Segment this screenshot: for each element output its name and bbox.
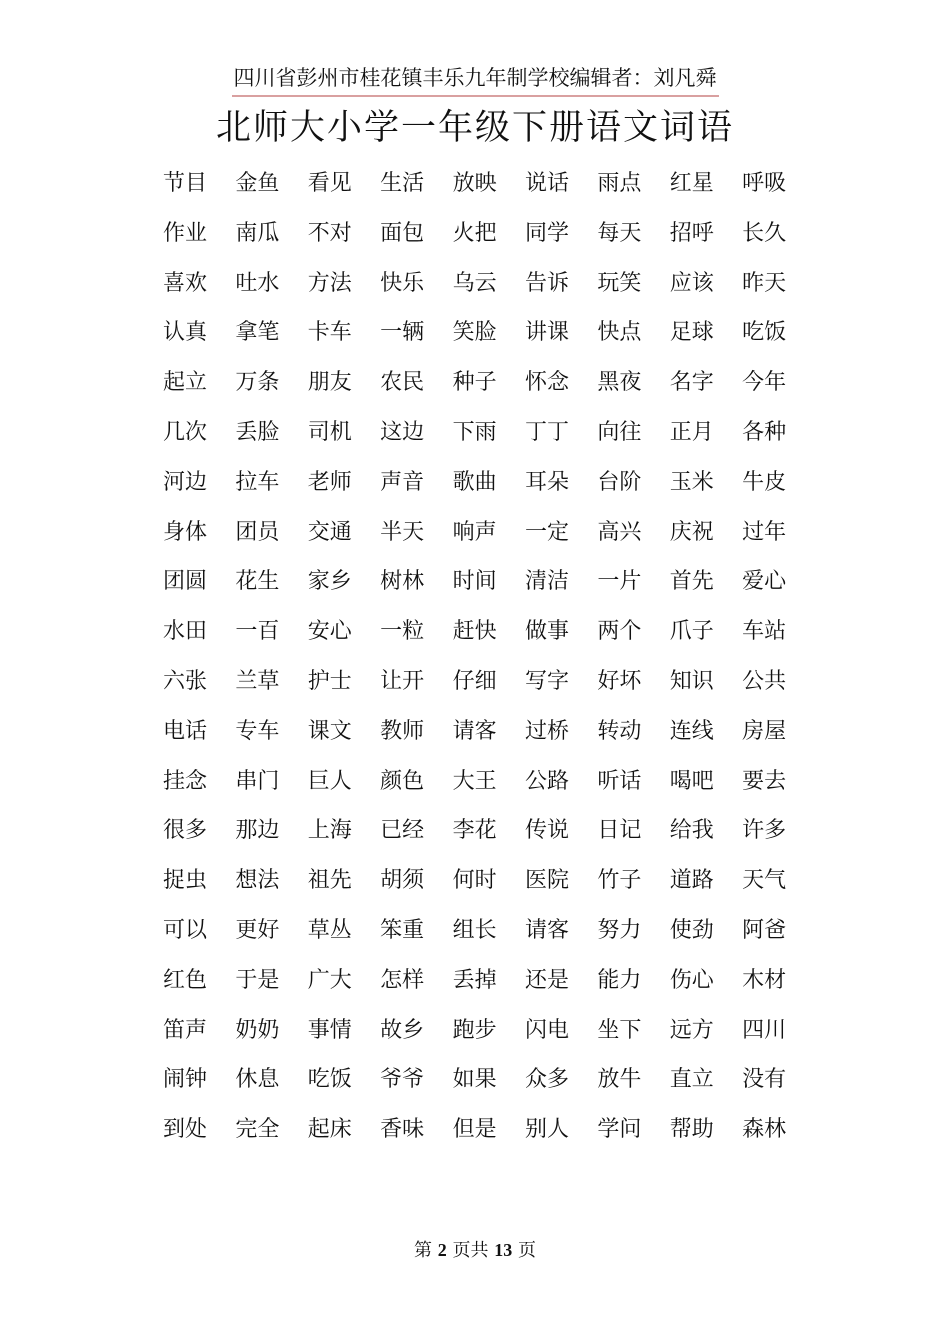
word-item: 众多 [524,1067,569,1093]
word-item: 给我 [669,818,714,844]
word-item: 首先 [669,569,714,595]
word-item: 车站 [742,619,787,645]
word-item: 奶奶 [235,1017,280,1043]
word-item: 吃饭 [307,1067,352,1093]
word-item: 节目 [163,171,208,196]
word-item: 下雨 [452,419,497,445]
word-item: 今年 [742,370,787,396]
word-item: 过年 [742,519,787,545]
word-item: 祖先 [307,868,352,894]
word-item: 休息 [235,1067,280,1093]
word-item: 司机 [307,419,352,445]
word-row [163,261,823,311]
word-item: 赶快 [452,619,497,645]
word-item: 请客 [452,718,497,744]
word-item: 卡车 [307,320,352,346]
word-item: 台阶 [597,469,642,495]
word-item: 竹子 [597,868,642,894]
word-item: 家乡 [307,569,352,595]
word-row [163,310,823,360]
word-item: 但是 [452,1117,497,1143]
word-item: 那边 [235,818,280,844]
word-item: 公路 [524,768,569,794]
word-item: 同学 [524,220,569,246]
word-item: 老师 [307,469,352,495]
word-item: 大王 [452,768,497,794]
word-item: 身体 [163,519,208,545]
word-row [163,360,823,410]
word-item: 捉虫 [163,868,208,894]
word-row [163,858,823,908]
word-item: 可以 [163,917,208,943]
word-item: 护士 [307,668,352,694]
word-item: 火把 [452,220,497,246]
word-item: 安心 [307,619,352,645]
word-item: 直立 [669,1067,714,1093]
word-item: 牛皮 [742,469,787,495]
word-item: 不对 [307,220,352,246]
word-item: 使劲 [669,917,714,943]
word-item: 丢脸 [235,419,280,445]
word-item: 事情 [307,1017,352,1043]
word-item: 专车 [235,718,280,744]
word-item: 响声 [452,519,497,545]
word-item: 喜欢 [163,270,208,296]
word-item: 玩笑 [597,270,642,296]
word-item: 医院 [524,868,569,894]
header-school-editor [0,64,950,97]
word-item: 草丛 [307,917,352,943]
word-item: 好坏 [597,668,642,694]
word-item: 木材 [742,967,787,993]
word-item: 快乐 [380,270,425,296]
page-footer [0,1238,950,1263]
word-item: 跑步 [452,1017,497,1043]
word-item: 连线 [669,718,714,744]
word-item: 帮助 [669,1117,714,1143]
word-item: 传说 [524,818,569,844]
word-item: 放映 [452,171,497,196]
word-item: 故乡 [380,1017,425,1043]
word-item: 李花 [452,818,497,844]
word-item: 坐下 [597,1017,642,1043]
word-row [163,510,823,560]
footer-middle: 页共 [452,1240,489,1261]
word-item: 组长 [452,917,497,943]
word-item: 水田 [163,619,208,645]
word-item: 歌曲 [452,469,497,495]
word-item: 每天 [597,220,642,246]
word-item: 万条 [235,370,280,396]
word-item: 讲课 [524,320,569,346]
word-item: 阿爸 [742,917,787,943]
word-row [163,460,823,510]
word-item: 种子 [452,370,497,396]
word-row [163,1057,823,1107]
word-row [163,1008,823,1058]
word-item: 别人 [524,1117,569,1143]
footer-prefix: 第 [414,1240,433,1261]
word-item: 让开 [380,668,425,694]
word-item: 快点 [597,320,642,346]
word-item: 天气 [742,868,787,894]
word-item: 兰草 [235,668,280,694]
word-item: 如果 [452,1067,497,1093]
word-item: 生活 [380,171,425,196]
word-item: 一百 [235,619,280,645]
word-item: 放牛 [597,1067,642,1093]
word-item: 做事 [524,619,569,645]
word-item: 教师 [380,718,425,744]
word-item: 作业 [163,220,208,246]
word-item: 黑夜 [597,370,642,396]
word-item: 正月 [669,419,714,445]
page-title: 北师大小学一年级下册语文词语 [215,108,734,148]
word-item: 声音 [380,469,425,495]
word-item: 一粒 [380,619,425,645]
word-row [163,659,823,709]
word-item: 电话 [163,718,208,744]
word-row [163,211,823,261]
word-item: 森林 [742,1117,787,1143]
word-item: 南瓜 [235,220,280,246]
word-item: 爱心 [742,569,787,595]
word-row [163,709,823,759]
word-item: 应该 [669,270,714,296]
word-item: 巨人 [307,768,352,794]
word-item: 昨天 [742,270,787,296]
word-item: 六张 [163,668,208,694]
word-item: 面包 [380,220,425,246]
word-item: 过桥 [524,718,569,744]
word-item: 日记 [597,818,642,844]
footer-page-number: 2 [437,1240,447,1260]
word-item: 乌云 [452,270,497,296]
word-item: 几次 [163,419,208,445]
word-item: 看见 [307,171,352,196]
word-item: 努力 [597,917,642,943]
footer-suffix: 页 [517,1240,536,1261]
word-item: 许多 [742,818,787,844]
word-item: 一片 [597,569,642,595]
word-item: 拿笔 [235,320,280,346]
word-item: 起立 [163,370,208,396]
word-item: 招呼 [669,220,714,246]
word-item: 团员 [235,519,280,545]
footer-total-pages: 13 [494,1240,513,1260]
word-item: 名字 [669,370,714,396]
word-item: 吃饭 [742,320,787,346]
word-item: 没有 [742,1067,787,1093]
word-item: 树林 [380,569,425,595]
word-item: 告诉 [524,270,569,296]
word-item: 四川 [742,1017,787,1043]
word-item: 爷爷 [380,1067,425,1093]
word-item: 远方 [669,1017,714,1043]
word-item: 房屋 [742,718,787,744]
word-row [163,1107,823,1157]
word-item: 笑脸 [452,320,497,346]
word-item: 两个 [597,619,642,645]
word-item: 时间 [452,569,497,595]
word-item: 听话 [597,768,642,794]
word-item: 红星 [669,171,714,196]
word-item: 怎样 [380,967,425,993]
word-row [163,958,823,1008]
word-item: 闪电 [524,1017,569,1043]
word-item: 公共 [742,668,787,694]
word-item: 长久 [742,220,787,246]
word-item: 红色 [163,967,208,993]
word-item: 道路 [669,868,714,894]
word-item: 课文 [307,718,352,744]
word-item: 花生 [235,569,280,595]
word-item: 喝吧 [669,768,714,794]
word-item: 团圆 [163,569,208,595]
word-row [163,559,823,609]
word-row [163,808,823,858]
word-item: 玉米 [669,469,714,495]
word-item: 挂念 [163,768,208,794]
word-item: 能力 [597,967,642,993]
word-item: 上海 [307,818,352,844]
word-item: 想法 [235,868,280,894]
word-item: 很多 [163,818,208,844]
word-item: 于是 [235,967,280,993]
word-item: 请客 [524,917,569,943]
word-item: 方法 [307,270,352,296]
word-item: 何时 [452,868,497,894]
word-item: 农民 [380,370,425,396]
word-grid [163,161,823,1157]
word-item: 学问 [597,1117,642,1143]
word-item: 爪子 [669,619,714,645]
word-item: 香味 [380,1117,425,1143]
word-item: 已经 [380,818,425,844]
word-item: 朋友 [307,370,352,396]
word-item: 还是 [524,967,569,993]
word-item: 要去 [742,768,787,794]
word-item: 丁丁 [524,419,569,445]
word-item: 高兴 [597,519,642,545]
word-item: 写字 [524,668,569,694]
word-item: 起床 [307,1117,352,1143]
word-item: 吐水 [235,270,280,296]
word-row [163,609,823,659]
word-item: 向往 [597,419,642,445]
word-item: 胡须 [380,868,425,894]
word-item: 清洁 [524,569,569,595]
word-item: 一定 [524,519,569,545]
word-item: 丢掉 [452,967,497,993]
word-row [163,161,823,211]
word-item: 交通 [307,519,352,545]
header-school-editor-text: 四川省彭州市桂花镇丰乐九年制学校编辑者：刘凡舜 [232,64,719,97]
word-item: 仔细 [452,668,497,694]
word-item: 拉车 [235,469,280,495]
word-item: 雨点 [597,171,642,196]
word-item: 串门 [235,768,280,794]
word-row [163,759,823,809]
word-item: 笨重 [380,917,425,943]
word-item: 伤心 [669,967,714,993]
word-item: 广大 [307,967,352,993]
word-item: 足球 [669,320,714,346]
word-item: 到处 [163,1117,208,1143]
word-item: 说话 [524,171,569,196]
word-item: 一辆 [380,320,425,346]
word-item: 河边 [163,469,208,495]
word-item: 金鱼 [235,171,280,196]
word-row [163,908,823,958]
word-item: 怀念 [524,370,569,396]
word-item: 庆祝 [669,519,714,545]
word-item: 完全 [235,1117,280,1143]
word-item: 这边 [380,419,425,445]
word-item: 半天 [380,519,425,545]
word-item: 闹钟 [163,1067,208,1093]
word-item: 各种 [742,419,787,445]
word-item: 颜色 [380,768,425,794]
word-item: 知识 [669,668,714,694]
word-item: 耳朵 [524,469,569,495]
word-item: 笛声 [163,1017,208,1043]
word-item: 转动 [597,718,642,744]
word-item: 呼吸 [742,171,787,196]
word-item: 更好 [235,917,280,943]
word-row [163,410,823,460]
word-item: 认真 [163,320,208,346]
